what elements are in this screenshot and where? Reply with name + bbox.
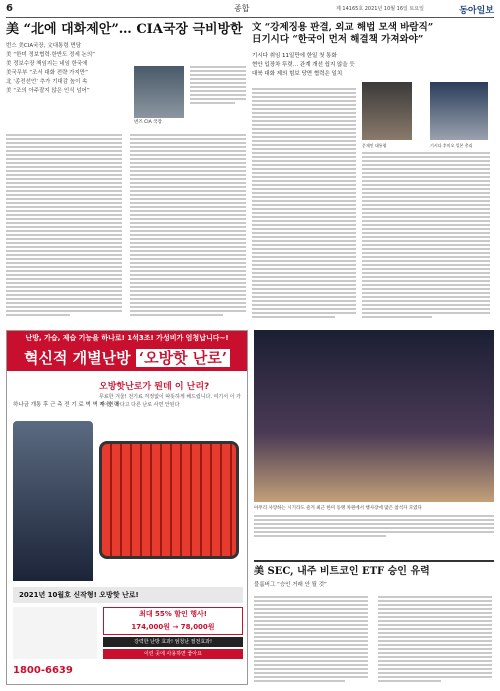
page-number: 6 (6, 3, 13, 14)
ad-effect-banner: 강력한 난방 효과! 엄청난 절전효과! (103, 637, 243, 647)
section-label: 종합 (234, 4, 250, 13)
ad-question: 오방핫난로가 뭔데 이 난리? (99, 382, 210, 392)
ad-launch-banner: 2021년 10월호 신작형! 오방핫 난로! (13, 587, 243, 603)
ad-phone-number[interactable]: 1800-6639 (13, 665, 73, 676)
body-col (378, 596, 492, 684)
ad-spokesperson: 하나금 개통 후 근 측 전 기 료 벽 벽 저 장 력 (13, 402, 119, 408)
article-japan-headline-2: 日기시다 “한국이 먼저 해결책 가져와야” (252, 34, 424, 45)
lead-line: 기시다 취임 11일만에 한일 첫 통화 (252, 53, 337, 59)
ad-subtext: 무료한 겨울! 전기료 걱정없이 따뜻하게 해드립니다. 여기서 이 가격이면 싸다고 다른 난로 사면 안된다 (99, 394, 241, 408)
heater-advertisement[interactable] (6, 330, 248, 685)
ad-top-line: 난방, 가습, 제습 기능을 하나로! 1석3조! 가성비가 엄청납니다~! (7, 331, 247, 345)
ad-price: 174,000원 → 78,000원 (131, 623, 215, 631)
article-bitcoin-sub: 블룸버그 “승인 거래 안 될 것” (254, 582, 327, 588)
event-photo (254, 330, 494, 502)
subhead: 美 “조의 아주잘지 않은 인식 넘어” (6, 88, 90, 94)
ad-title-text: 혁신적 개별난방 (23, 349, 131, 367)
ad-title-highlight: ‘오방핫 난로’ (136, 349, 230, 367)
article-bitcoin-headline: 美 SEC, 내주 비트코인 ETF 승인 유력 (254, 560, 494, 578)
spokesperson-photo (13, 421, 93, 581)
ad-title (7, 345, 247, 371)
body-lines (254, 515, 494, 537)
photo-caption: 기시다 후미오 일본 총리 (430, 143, 473, 148)
kishida-photo (430, 82, 488, 140)
subhead: 美국무부 “조서 대화 전략 가지만” (6, 70, 88, 76)
article-japan (252, 22, 494, 327)
body-col (254, 596, 368, 684)
page-header (6, 3, 494, 18)
subhead: 번스 美CIA국장, 文대통령 면담 (6, 43, 82, 49)
subhead: 北 ‘종전선언’ 추가 기대감 높이 속 (6, 79, 88, 85)
subhead: 美 “한미 정보협력·한반도 정세 논의” (6, 52, 96, 58)
cia-director-photo (134, 66, 184, 118)
moon-photo (362, 82, 412, 140)
lead-line: 현안 입장차 뚜렷… 관계 개선 쉽지 않을 듯 (252, 62, 355, 68)
ad-price-box (103, 607, 243, 635)
article-bitcoin (254, 560, 494, 685)
lead-line: 대북 대화 제의 힘보 당면 협력은 일치 (252, 71, 343, 77)
article-photo (254, 330, 494, 558)
issue-info: 제 14165호 2021년 10월 16일 토요일 (336, 6, 424, 12)
photo-caption: 문재인 대통령 (362, 143, 387, 148)
article-japan-headline-1: 文 “강제징용 판결, 외교 해법 모색 바람직” (252, 22, 434, 33)
ad-info-box (13, 607, 97, 659)
body-col (252, 88, 356, 320)
subhead: 美 정보수장 책임지는 네임 한국에 (6, 61, 88, 67)
article-cia-headline: 美 “北에 대화제안”… CIA국장 극비방한 (6, 22, 243, 37)
ad-discount: 최대 55% 할인 행사! (139, 610, 207, 618)
body-col (6, 134, 122, 318)
photo-caption: 아무리 사랑하는 시기라도 즐겨 최근 한미 동맹 차원에서 행사장에 많은 참석자 모였다 (254, 506, 422, 511)
photo-caption: 번즈 CIA 국장 (134, 120, 162, 125)
paper-logo: 동아일보 (459, 6, 494, 16)
body-col (130, 134, 246, 318)
body-col (362, 152, 490, 320)
heater-product-image (99, 441, 239, 559)
body-col (190, 66, 246, 106)
article-japan-lead (252, 52, 357, 79)
article-cia (6, 22, 246, 327)
ad-usage-banner: 이런 곳에 사용하면 좋아요 (103, 649, 243, 659)
